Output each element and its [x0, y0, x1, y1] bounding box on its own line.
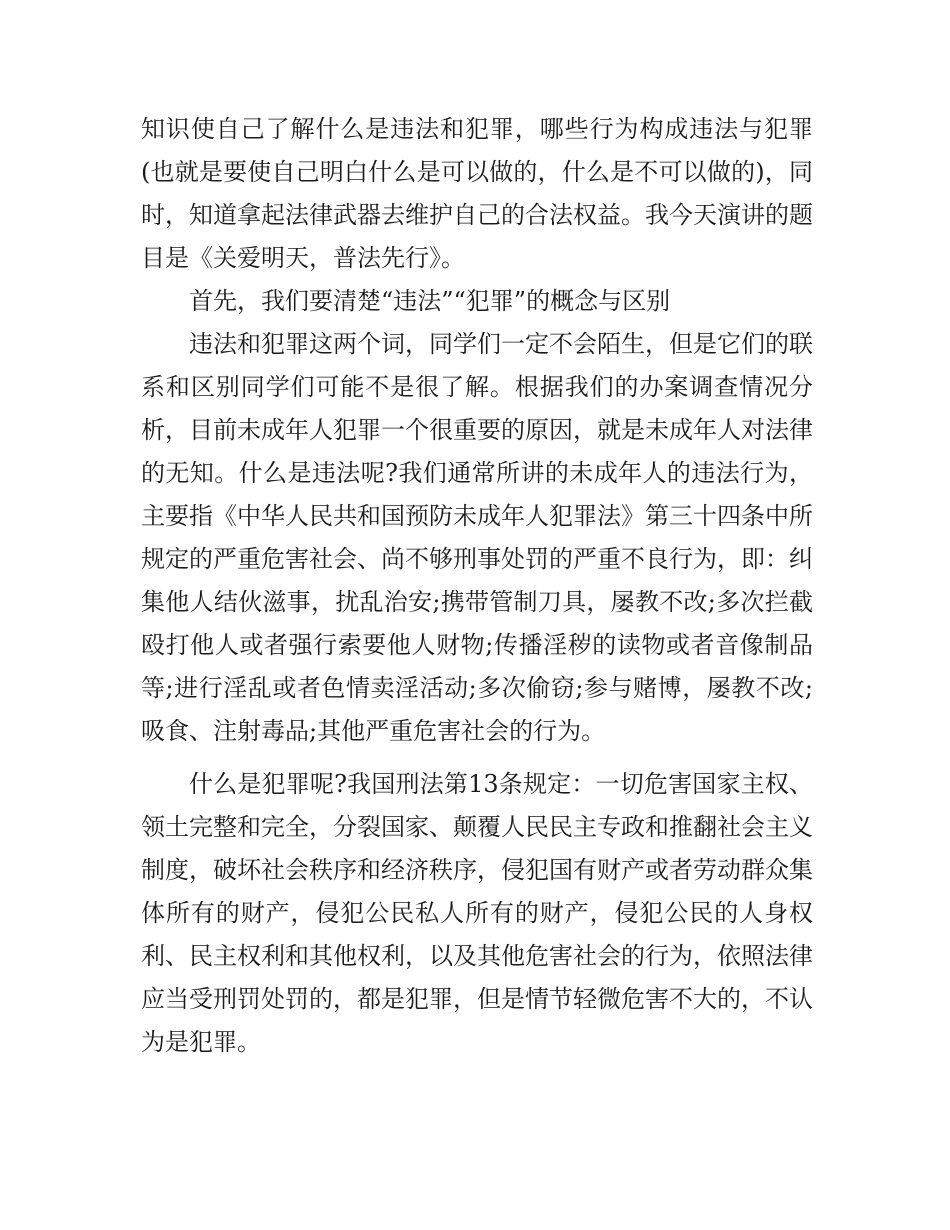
document-body: [141, 108, 813, 1064]
paragraph-crime-definition: 什么是犯罪呢?我国刑法第13条规定：一切危害国家主权、领土完整和完全，分裂国家、颠覆人民民主专政和推翻社会主义制度，破坏社会秩序和经济秩序，侵犯国有财产或者劳动群众集体所有的财产，侵犯公民私人所有的财产，侵犯公民的人身权利、民主权利和其他权利，以及其他危害社会的行为，依照法律应当受刑罚处罚的，都是犯罪，但是情节轻微危害不大的，不认为是犯罪。: [141, 770, 813, 1056]
paragraph-violation-definition: 违法和犯罪这两个词，同学们一定不会陌生，但是它们的联系和区别同学们可能不是很了解。根据我们的办案调查情况分析，目前未成年人犯罪一个很重要的原因，就是未成年人对法律的无知。什么是违法呢?我们通常所讲的未成年人的违法行为，主要指《中华人民共和国预防未成年人犯罪法》第三十四条中所规定的严重危害社会、尚不够刑事处罚的严重不良行为，即：纠集他人结伙滋事，扰乱治安;携带管制刀具，屡教不改;多次拦截殴打他人或者强行索要他人财物;传播淫秽的读物或者音像制品等;进行淫乱或者色情卖淫活动;多次偷窃;参与赌博，屡教不改;吸食、注射毒品;其他严重危害社会的行为。: [141, 330, 813, 745]
paragraph-heading-concepts: 首先，我们要清楚“违法”“犯罪”的概念与区别: [189, 287, 671, 315]
paragraph-intro: 知识使自己了解什么是违法和犯罪，哪些行为构成违法与犯罪(也就是要使自己明白什么是可以做的，什么是不可以做的)，同时，知道拿起法律武器去维护自己的合法权益。我今天演讲的题目是《关爱明天，普法先行》。: [141, 115, 813, 272]
